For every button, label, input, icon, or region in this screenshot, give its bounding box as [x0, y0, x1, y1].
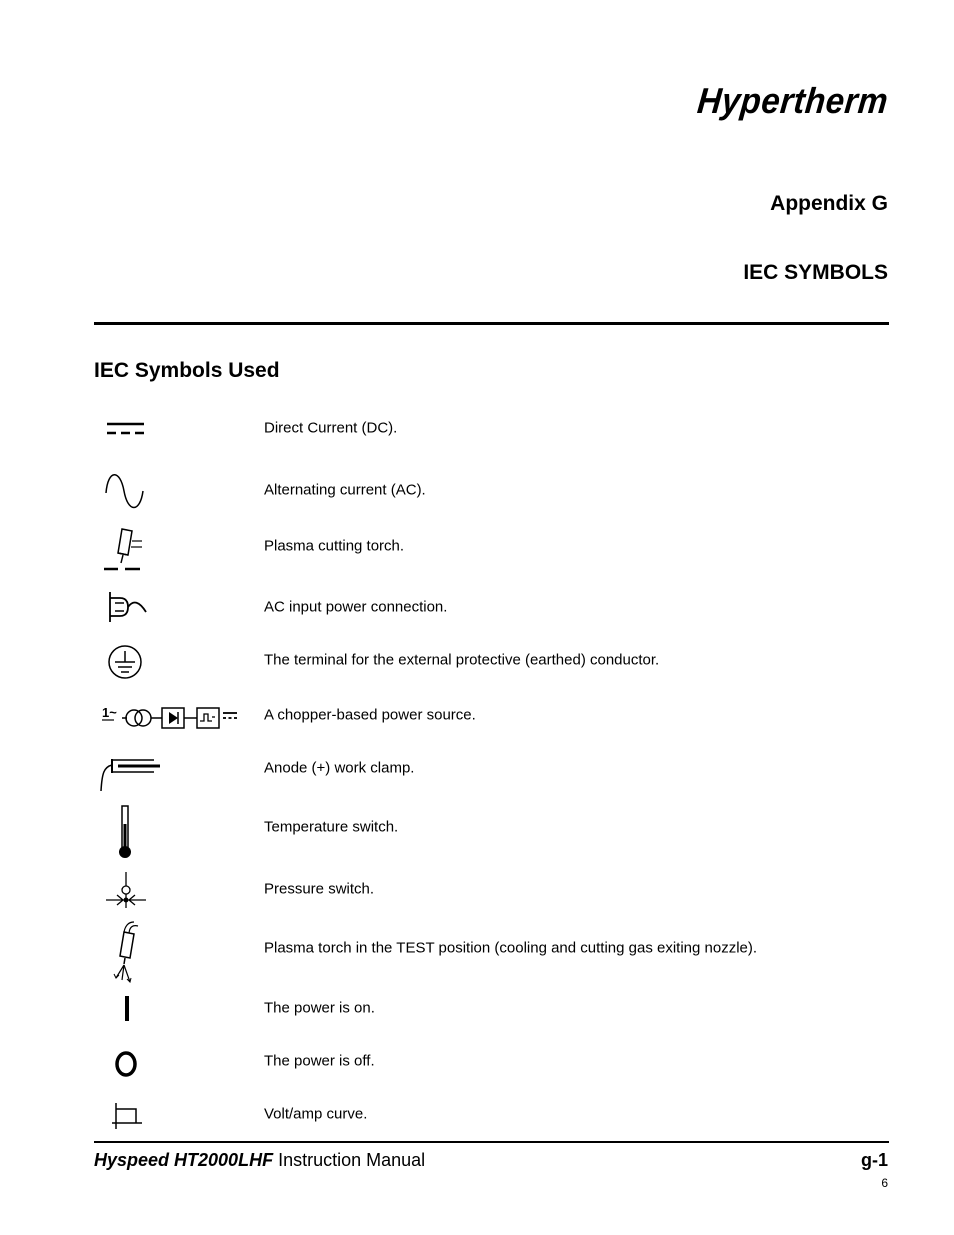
symbol-row-protective-earth	[94, 635, 889, 685]
work-clamp-icon	[94, 743, 254, 793]
appendix-label: Appendix G	[770, 192, 888, 215]
symbol-description: Alternating current (AC).	[264, 481, 426, 499]
manual-label: Instruction Manual	[273, 1150, 426, 1170]
symbol-row-power-on	[94, 983, 889, 1033]
symbol-description: Pressure switch.	[264, 880, 375, 898]
page-number: 6	[881, 1176, 888, 1190]
ac-input-plug-icon	[94, 582, 254, 632]
header-divider	[94, 322, 889, 325]
symbol-row-plasma-torch	[94, 521, 889, 571]
symbol-row-pressure	[94, 864, 889, 914]
phase-label: 1~	[102, 705, 117, 720]
symbol-description: The power is on.	[264, 999, 375, 1017]
symbol-description: The power is off.	[264, 1052, 375, 1070]
torch-test-icon	[94, 920, 254, 970]
pressure-switch-icon	[94, 864, 254, 914]
chopper-power-source-icon	[94, 690, 254, 740]
protective-earth-icon	[94, 635, 254, 685]
symbol-row-ac	[94, 465, 889, 515]
symbol-description: Plasma cutting torch.	[264, 537, 405, 555]
symbol-description: AC input power connection.	[264, 598, 448, 616]
symbol-description: Anode (+) work clamp.	[264, 759, 415, 777]
symbol-row-ac-input	[94, 582, 889, 632]
symbol-description: Temperature switch.	[264, 818, 399, 836]
symbol-description: Direct Current (DC).	[264, 419, 398, 437]
symbol-description: A chopper-based power source.	[264, 706, 476, 724]
symbol-row-chopper	[94, 690, 889, 740]
footer-divider	[94, 1141, 889, 1143]
footer-manual-title	[94, 1150, 425, 1171]
direct-current-icon	[94, 403, 254, 453]
symbol-row-power-off	[94, 1036, 889, 1086]
symbol-row-dc	[94, 403, 889, 453]
plasma-torch-icon	[94, 521, 254, 571]
power-on-icon	[94, 983, 254, 1033]
symbol-row-torch-test	[94, 920, 889, 970]
symbol-description: Volt/amp curve.	[264, 1105, 368, 1123]
volt-amp-curve-icon	[94, 1089, 254, 1139]
section-page-number: g-1	[861, 1150, 888, 1170]
alternating-current-icon	[94, 465, 254, 515]
symbol-description: The terminal for the external protective (earthed) conductor.	[264, 651, 660, 669]
model-name: Hyspeed HT2000LHF	[94, 1150, 274, 1170]
symbol-row-volt-amp	[94, 1089, 889, 1139]
hypertherm-logo: Hypertherm	[695, 80, 891, 121]
power-off-icon	[94, 1036, 254, 1086]
thermometer-icon	[94, 802, 254, 852]
section-title: IEC SYMBOLS	[743, 261, 888, 284]
symbol-row-work-clamp	[94, 743, 889, 793]
symbol-row-temperature	[94, 802, 889, 852]
page-heading: IEC Symbols Used	[94, 359, 280, 382]
symbol-description: Plasma torch in the TEST position (cooling and cutting gas exiting nozzle).	[264, 939, 758, 957]
